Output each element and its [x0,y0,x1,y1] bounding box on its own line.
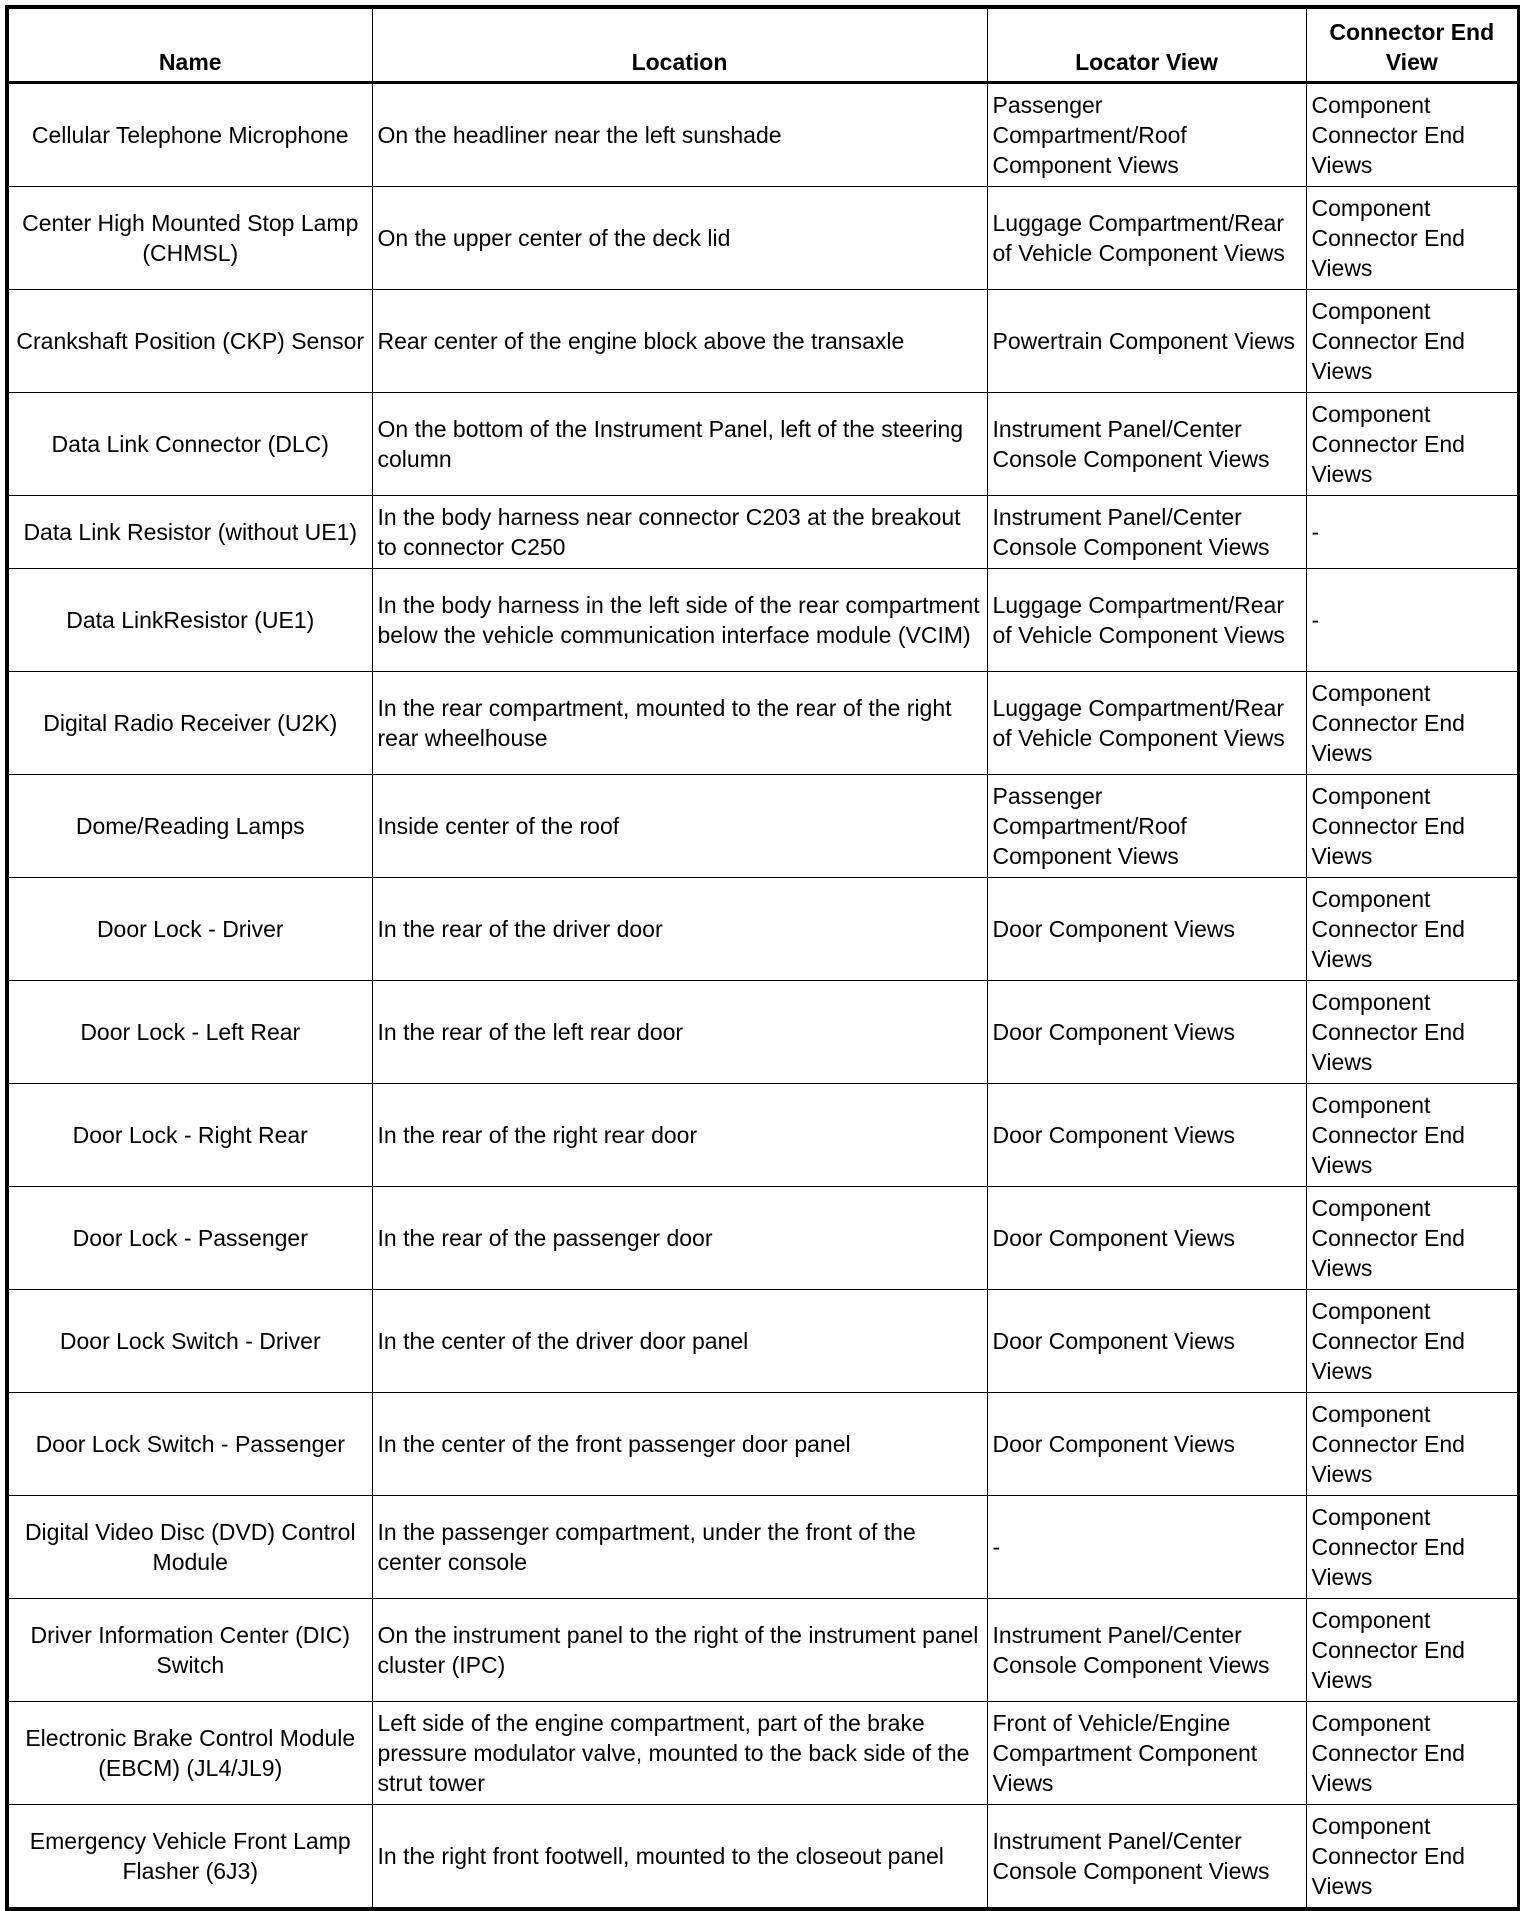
header-connector-end-view: Connector End View [1306,7,1519,83]
cell-location: In the rear of the passenger door [372,1187,987,1290]
table-row [7,1393,1519,1496]
table-row [7,1496,1519,1599]
cell-locator-view: Door Component Views [987,1084,1306,1187]
cell-locator-view: Passenger Compartment/Roof Component Views [987,83,1306,187]
table-row [7,1599,1519,1702]
cell-name: Cellular Telephone Microphone [7,83,372,187]
cell-locator-view: Door Component Views [987,1187,1306,1290]
cell-location: In the rear of the right rear door [372,1084,987,1187]
cell-locator-view: Instrument Panel/Center Console Component Views [987,1599,1306,1702]
cell-location: On the instrument panel to the right of the instrument panel cluster (IPC) [372,1599,987,1702]
cell-locator-view: Passenger Compartment/Roof Component Views [987,775,1306,878]
cell-name: Electronic Brake Control Module (EBCM) (JL4/JL9) [7,1702,372,1805]
cell-location: On the headliner near the left sunshade [372,83,987,187]
cell-connector-end-view: Component Connector End Views [1306,878,1519,981]
cell-connector-end-view: Component Connector End Views [1306,775,1519,878]
table-row [7,1187,1519,1290]
header-name: Name [7,7,372,83]
cell-location: On the upper center of the deck lid [372,187,987,290]
header-location: Location [372,7,987,83]
cell-location: In the rear of the driver door [372,878,987,981]
header-row [7,7,1519,83]
cell-connector-end-view: Component Connector End Views [1306,1393,1519,1496]
cell-location: Inside center of the roof [372,775,987,878]
cell-locator-view: - [987,1496,1306,1599]
cell-connector-end-view: Component Connector End Views [1306,290,1519,393]
cell-connector-end-view: - [1306,496,1519,569]
cell-locator-view: Luggage Compartment/Rear of Vehicle Component Views [987,569,1306,672]
cell-connector-end-view: Component Connector End Views [1306,981,1519,1084]
cell-locator-view: Instrument Panel/Center Console Component Views [987,1805,1306,1910]
cell-location: In the center of the front passenger door panel [372,1393,987,1496]
table-row [7,672,1519,775]
cell-connector-end-view: Component Connector End Views [1306,187,1519,290]
cell-connector-end-view: Component Connector End Views [1306,1084,1519,1187]
table-row [7,1702,1519,1805]
cell-locator-view: Instrument Panel/Center Console Component Views [987,393,1306,496]
cell-name: Door Lock - Driver [7,878,372,981]
cell-locator-view: Door Component Views [987,981,1306,1084]
cell-name: Door Lock Switch - Passenger [7,1393,372,1496]
cell-location: On the bottom of the Instrument Panel, left of the steering column [372,393,987,496]
cell-connector-end-view: Component Connector End Views [1306,393,1519,496]
cell-location: In the rear of the left rear door [372,981,987,1084]
table-row [7,775,1519,878]
table-row [7,83,1519,187]
header-locator-view: Locator View [987,7,1306,83]
cell-name: Door Lock - Passenger [7,1187,372,1290]
cell-location: In the body harness in the left side of the rear compartment below the vehicle communication interface module (VCIM) [372,569,987,672]
cell-locator-view: Door Component Views [987,1393,1306,1496]
cell-name: Door Lock - Left Rear [7,981,372,1084]
cell-location: In the right front footwell, mounted to the closeout panel [372,1805,987,1910]
cell-name: Door Lock - Right Rear [7,1084,372,1187]
cell-name: Data Link Connector (DLC) [7,393,372,496]
cell-name: Center High Mounted Stop Lamp (CHMSL) [7,187,372,290]
table-row [7,1290,1519,1393]
cell-name: Crankshaft Position (CKP) Sensor [7,290,372,393]
cell-connector-end-view: Component Connector End Views [1306,1187,1519,1290]
cell-locator-view: Door Component Views [987,878,1306,981]
cell-name: Data Link Resistor (without UE1) [7,496,372,569]
cell-name: Emergency Vehicle Front Lamp Flasher (6J3) [7,1805,372,1910]
cell-connector-end-view: Component Connector End Views [1306,1496,1519,1599]
cell-connector-end-view: - [1306,569,1519,672]
cell-location: In the rear compartment, mounted to the rear of the right rear wheelhouse [372,672,987,775]
cell-locator-view: Front of Vehicle/Engine Compartment Component Views [987,1702,1306,1805]
cell-connector-end-view: Component Connector End Views [1306,672,1519,775]
cell-connector-end-view: Component Connector End Views [1306,1599,1519,1702]
cell-connector-end-view: Component Connector End Views [1306,1702,1519,1805]
cell-locator-view: Door Component Views [987,1290,1306,1393]
cell-connector-end-view: Component Connector End Views [1306,1290,1519,1393]
table-row [7,393,1519,496]
table-row [7,981,1519,1084]
cell-locator-view: Instrument Panel/Center Console Component Views [987,496,1306,569]
cell-locator-view: Luggage Compartment/Rear of Vehicle Component Views [987,672,1306,775]
table-row [7,878,1519,981]
cell-location: Left side of the engine compartment, part of the brake pressure modulator valve, mounted to the back side of the strut tower [372,1702,987,1805]
cell-location: Rear center of the engine block above the transaxle [372,290,987,393]
cell-location: In the body harness near connector C203 at the breakout to connector C250 [372,496,987,569]
table-row [7,1084,1519,1187]
table-row [7,290,1519,393]
cell-location: In the center of the driver door panel [372,1290,987,1393]
cell-name: Driver Information Center (DIC) Switch [7,1599,372,1702]
cell-locator-view: Powertrain Component Views [987,290,1306,393]
table-row [7,496,1519,569]
table-row [7,187,1519,290]
cell-name: Digital Radio Receiver (U2K) [7,672,372,775]
cell-name: Door Lock Switch - Driver [7,1290,372,1393]
cell-name: Dome/Reading Lamps [7,775,372,878]
table-row [7,1805,1519,1910]
cell-locator-view: Luggage Compartment/Rear of Vehicle Component Views [987,187,1306,290]
component-locator-table [5,5,1520,1911]
cell-location: In the passenger compartment, under the front of the center console [372,1496,987,1599]
table-row [7,569,1519,672]
cell-connector-end-view: Component Connector End Views [1306,83,1519,187]
cell-name: Data LinkResistor (UE1) [7,569,372,672]
cell-connector-end-view: Component Connector End Views [1306,1805,1519,1910]
cell-name: Digital Video Disc (DVD) Control Module [7,1496,372,1599]
